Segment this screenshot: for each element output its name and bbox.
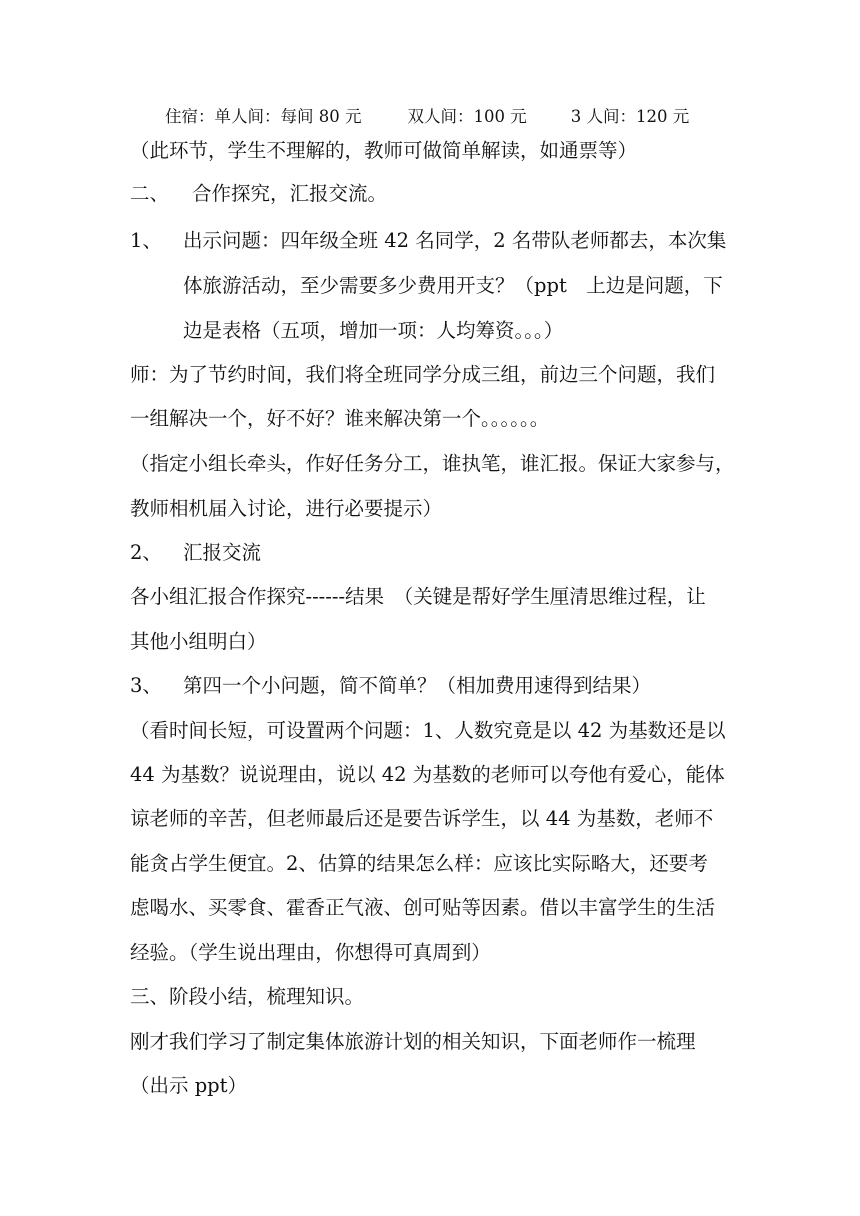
lodging-double-text: 双人间：100 元 [407, 107, 527, 126]
assign-line-1: （指定小组长牵头，作好任务分工，谁执笔，谁汇报。保证大家参与， [130, 452, 735, 475]
discussion-line-3: 谅老师的辛苦，但老师最后还是要告诉学生，以 44 为基数，老师不 [130, 807, 714, 830]
teacher-line-1: 师：为了节约时间，我们将全班同学分成三组，前边三个问题，我们 [130, 363, 716, 386]
lodging-prices [165, 104, 775, 130]
item-1-line-1 [130, 228, 740, 254]
discussion-line-5: 虑喝水、买零食、霍香正气液、创可贴等因素。借以丰富学生的生活 [130, 896, 716, 919]
summary-line-2: （出示 ppt） [130, 1074, 248, 1097]
item-1-text-1: 出示问题：四年级全班 42 名同学，2 名带队老师都去，本次集 [183, 229, 727, 252]
item-1-line-3: 边是表格（五项，增加一项：人均筹资。。。） [183, 319, 564, 342]
discussion-line-6: 经验。（学生说出理由，你想得可真周到） [130, 941, 491, 964]
item-2-number: 2、 [130, 541, 162, 564]
discussion-line-4: 能贪占学生便宜。2、估算的结果怎么样：应该比实际略大，还要考 [130, 852, 708, 875]
section-2-heading [130, 181, 740, 207]
item-1-number: 1、 [130, 229, 162, 252]
report-line-2: 其他小组明白） [130, 630, 267, 653]
note-top: （此环节，学生不理解的，教师可做简单解读，如通票等） [130, 139, 638, 162]
lodging-single-text: 住宿：单人间：每间 80 元 [165, 107, 362, 126]
teacher-line-2: 一组解决一个，好不好？谁来解决第一个。。。。。。 [130, 407, 550, 430]
discussion-line-2: 44 为基数？说说理由，说以 42 为基数的老师可以夸他有爱心，能体 [130, 763, 725, 786]
item-2-title: 汇报交流 [183, 541, 262, 564]
summary-line-1: 刚才我们学习了制定集体旅游计划的相关知识，下面老师作一梳理 [130, 1030, 696, 1053]
section-2-number: 二、 [130, 182, 170, 205]
report-line-1: 各小组汇报合作探究------结果 （关键是帮好学生厘清思维过程，让 [130, 585, 706, 608]
discussion-line-1: （看时间长短，可设置两个问题：1、人数究竟是以 42 为基数还是以 [130, 719, 726, 742]
item-1-line-2: 体旅游活动，至少需要多少费用开支？（ppt 上边是问题，下 [183, 274, 723, 297]
assign-line-2: 教师相机届入讨论，进行必要提示） [130, 497, 443, 520]
section-3-heading: 三、阶段小结，梳理知识。 [130, 985, 365, 1008]
item-3-title: 第四一个小问题，简不简单？（相加费用速得到结果） [183, 674, 652, 697]
item-2-heading [130, 540, 740, 566]
item-3-heading [130, 673, 740, 699]
item-3-number: 3、 [130, 674, 162, 697]
lodging-triple-text: 3 人间：120 元 [570, 107, 690, 126]
section-2-title: 合作探究，汇报交流。 [192, 182, 388, 205]
